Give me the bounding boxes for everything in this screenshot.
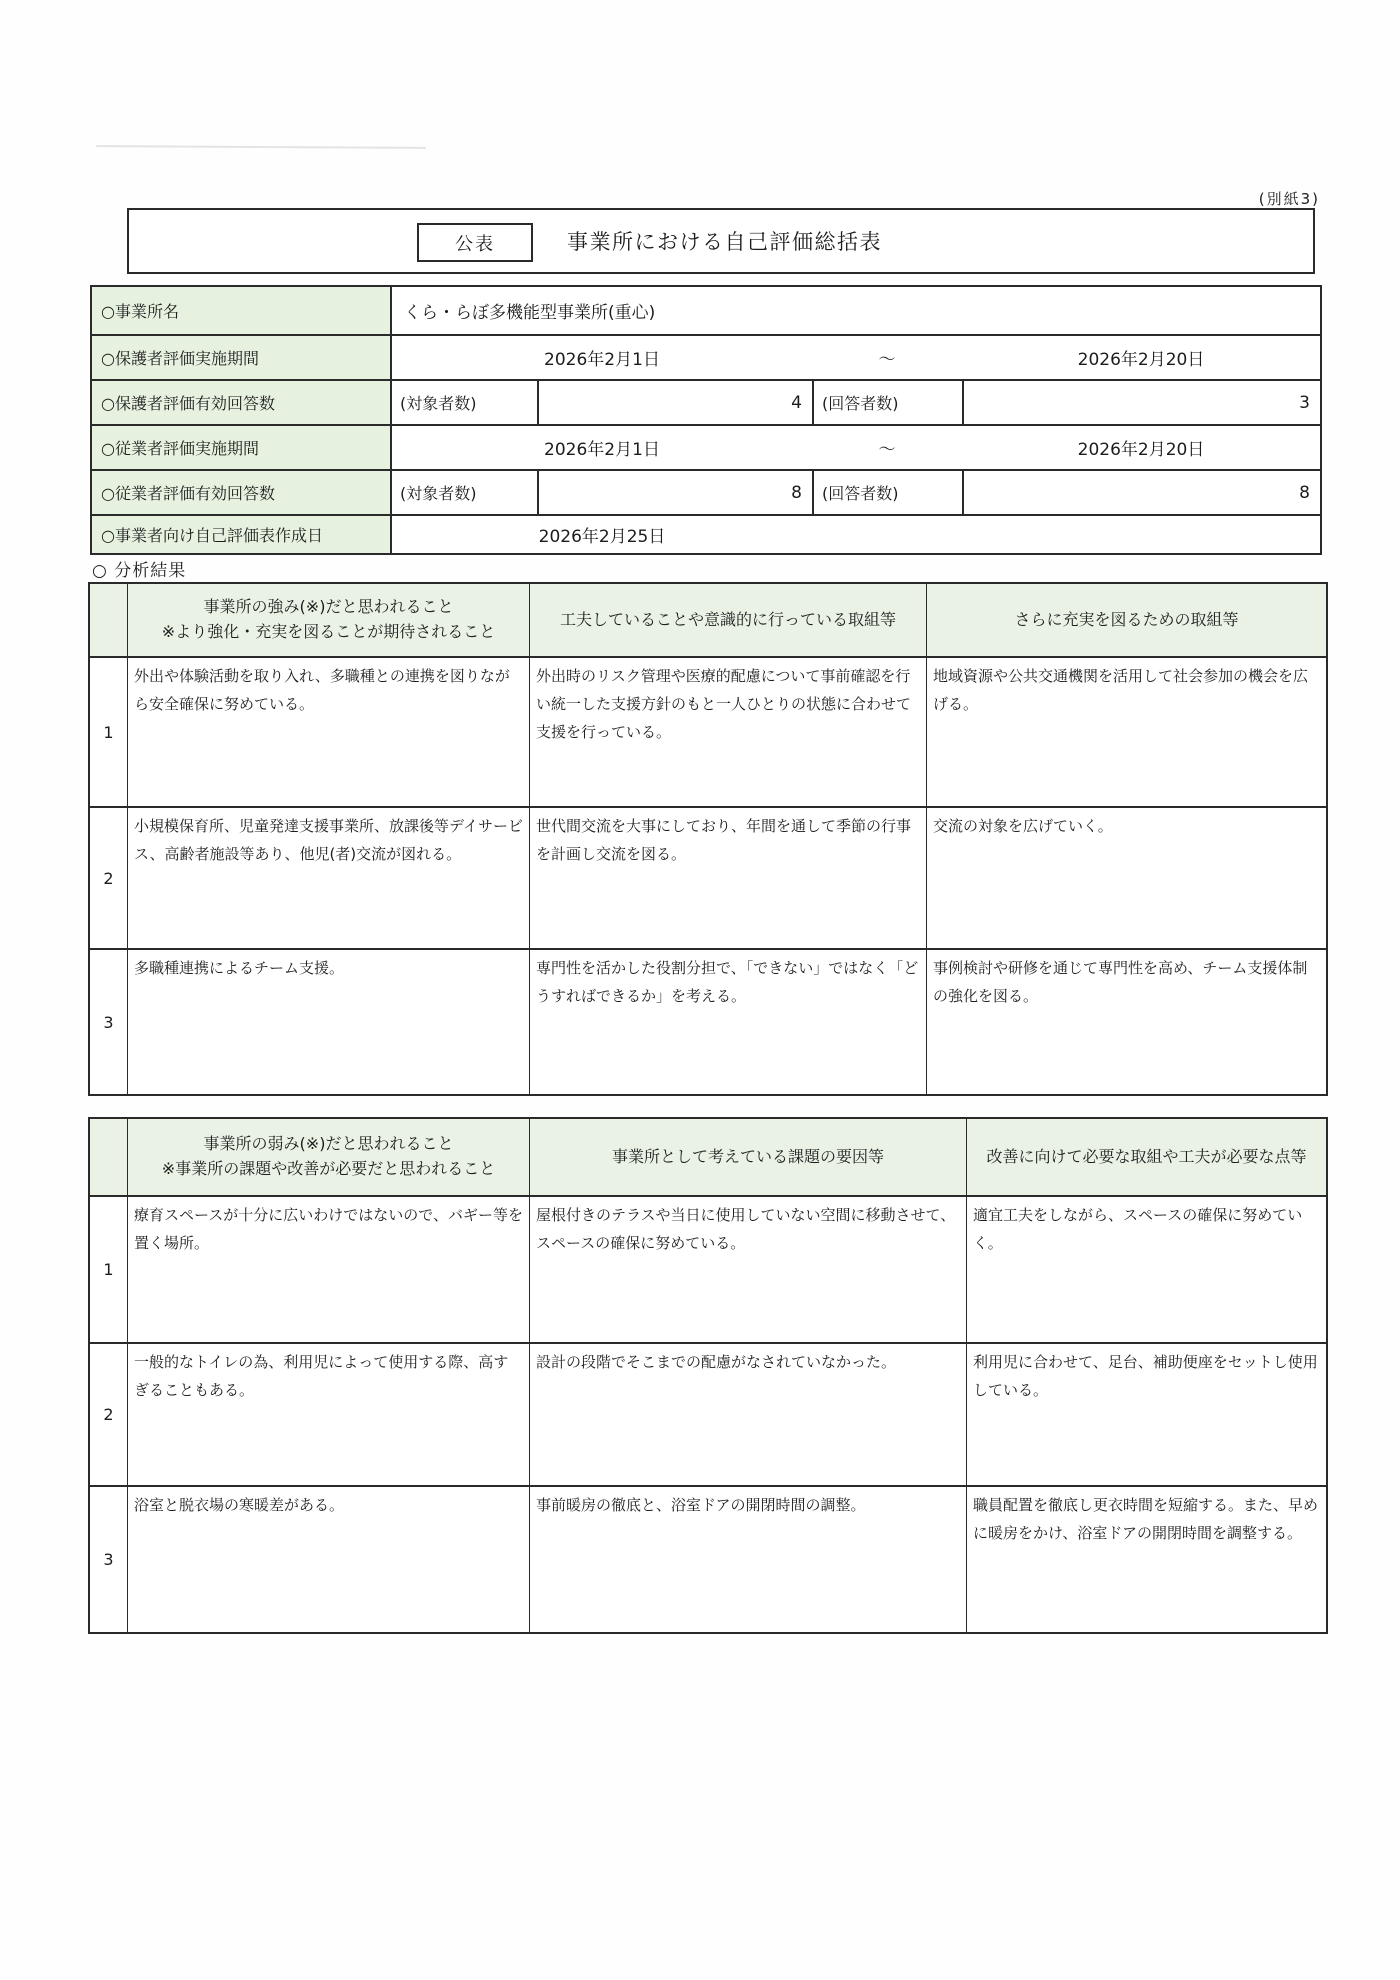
header-number-cell <box>90 584 127 656</box>
office-name-value: くら・らぼ多機能型事業所(重心) <box>404 303 656 323</box>
period-end-date: 2026年2月20日 <box>1077 350 1205 370</box>
enhancement-cell: 交流の対象を広げていく。 <box>926 808 1326 948</box>
analysis-results-heading: ○ 分析結果 <box>92 561 187 581</box>
period-start-date: 2026年2月1日 <box>544 350 660 370</box>
header-number-cell <box>90 1119 127 1195</box>
table-row <box>90 948 1326 1094</box>
respondent-count-label: (回答者数) <box>812 381 962 424</box>
weaknesses-header-col1-line2: ※事業所の課題や改善が必要だと思われること <box>161 1159 496 1178</box>
weaknesses-header-col3: 改善に向けて必要な取組や工夫が必要な点等 <box>966 1119 1326 1195</box>
period-end-date: 2026年2月20日 <box>1077 440 1205 460</box>
table-row <box>90 1485 1326 1632</box>
row-number: 3 <box>103 1012 114 1032</box>
row-number: 1 <box>103 722 114 742</box>
respondent-count-value: 3 <box>962 381 1320 424</box>
period-tilde: 〜 <box>878 440 896 460</box>
strengths-header-col1-line1: 事業所の強み(※)だと思われること <box>203 597 454 617</box>
target-count-label: (対象者数) <box>400 394 477 413</box>
self-eval-date-value <box>392 516 1320 553</box>
info-row-self-eval-date <box>92 514 1320 553</box>
weakness-cell: 浴室と脱衣場の寒暖差がある。 <box>127 1487 529 1632</box>
respondent-count-label: (回答者数) <box>812 471 962 514</box>
info-row-guardian-responses <box>92 379 1320 424</box>
office-name-label: ○事業所名 <box>92 287 392 334</box>
strengths-header-col1-line2: ※より強化・充実を図ることが期待されること <box>161 622 496 641</box>
weaknesses-header-col1-line1: 事業所の弱み(※)だと思われること <box>203 1134 454 1154</box>
public-badge: 公表 <box>417 223 533 262</box>
scan-artifact <box>96 145 426 149</box>
strengths-header-col1 <box>127 584 529 656</box>
info-table <box>90 285 1322 555</box>
strength-cell: 多職種連携によるチーム支援。 <box>127 950 529 1094</box>
improvement-cell: 職員配置を徹底し更衣時間を短縮する。また、早めに暖房をかけ、浴室ドアの開閉時間を調整する。 <box>966 1487 1326 1632</box>
row-number: 1 <box>103 1260 114 1279</box>
strengths-header-col2: 工夫していることや意識的に行っている取組等 <box>529 584 926 656</box>
page-title: 事業所における自己評価総括表 <box>567 230 882 254</box>
respondent-count-value: 8 <box>962 471 1320 514</box>
enhancement-cell: 事例検討や研修を通じて専門性を高め、チーム支援体制の強化を図る。 <box>926 950 1326 1094</box>
target-count-value: 4 <box>537 381 812 424</box>
effort-cell: 専門性を活かした役割分担で、「できない」ではなく「どうすればできるか」を考える。 <box>529 950 926 1094</box>
improvement-cell: 利用児に合わせて、足台、補助便座をセットし使用している。 <box>966 1344 1326 1485</box>
corner-note: (別紙3) <box>1258 190 1320 208</box>
improvement-cell: 適宜工夫をしながら、スペースの確保に努めていく。 <box>966 1197 1326 1342</box>
info-row-guardian-period <box>92 334 1320 379</box>
guardian-responses-value <box>392 381 1320 424</box>
info-row-staff-period <box>92 424 1320 469</box>
target-count-label: (対象者数) <box>400 484 477 503</box>
table-row <box>90 806 1326 948</box>
info-row-staff-responses <box>92 469 1320 514</box>
strengths-header-col3: さらに充実を図るための取組等 <box>926 584 1326 656</box>
table-row <box>90 656 1326 806</box>
staff-responses-value <box>392 471 1320 514</box>
period-start-date: 2026年2月1日 <box>544 440 660 460</box>
weakness-cell: 療育スペースが十分に広いわけではないので、バギー等を置く場所。 <box>127 1197 529 1342</box>
strengths-header-row <box>90 584 1326 656</box>
info-row-office-name <box>92 287 1320 334</box>
row-number: 3 <box>103 1550 114 1569</box>
strength-cell: 外出や体験活動を取り入れ、多職種との連携を図りながら安全確保に努めている。 <box>127 658 529 806</box>
cause-cell: 設計の段階でそこまでの配慮がなされていなかった。 <box>529 1344 966 1485</box>
row-number: 2 <box>103 868 114 888</box>
strengths-table <box>88 582 1328 1096</box>
target-count-value: 8 <box>537 471 812 514</box>
effort-cell: 外出時のリスク管理や医療的配慮について事前確認を行い統一した支援方針のもと一人ひとりの状態に合わせて支援を行っている。 <box>529 658 926 806</box>
self-eval-date-label: ○事業者向け自己評価表作成日 <box>92 516 392 553</box>
table-row <box>90 1342 1326 1485</box>
weakness-cell: 一般的なトイレの為、利用児によって使用する際、高すぎることもある。 <box>127 1344 529 1485</box>
enhancement-cell: 地域資源や公共交通機関を活用して社会参加の機会を広げる。 <box>926 658 1326 806</box>
staff-period-label: ○従業者評価実施期間 <box>92 426 392 469</box>
weaknesses-header-col2: 事業所として考えている課題の要因等 <box>529 1119 966 1195</box>
title-box <box>127 208 1315 274</box>
effort-cell: 世代間交流を大事にしており、年間を通して季節の行事を計画し交流を図る。 <box>529 808 926 948</box>
staff-responses-label: ○従業者評価有効回答数 <box>92 471 392 514</box>
creation-date: 2026年2月25日 <box>538 527 666 547</box>
guardian-period-value <box>392 336 1320 379</box>
weaknesses-table <box>88 1117 1328 1634</box>
weaknesses-header-col1 <box>127 1119 529 1195</box>
strength-cell: 小規模保育所、児童発達支援事業所、放課後等デイサービス、高齢者施設等あり、他児(者)交流が図れる。 <box>127 808 529 948</box>
cause-cell: 事前暖房の徹底と、浴室ドアの開閉時間の調整。 <box>529 1487 966 1632</box>
period-tilde: 〜 <box>878 350 896 370</box>
staff-period-value <box>392 426 1320 469</box>
table-row <box>90 1195 1326 1342</box>
cause-cell: 屋根付きのテラスや当日に使用していない空間に移動させて、スペースの確保に努めている。 <box>529 1197 966 1342</box>
guardian-period-label: ○保護者評価実施期間 <box>92 336 392 379</box>
row-number: 2 <box>103 1405 114 1424</box>
guardian-responses-label: ○保護者評価有効回答数 <box>92 381 392 424</box>
weaknesses-header-row <box>90 1119 1326 1195</box>
